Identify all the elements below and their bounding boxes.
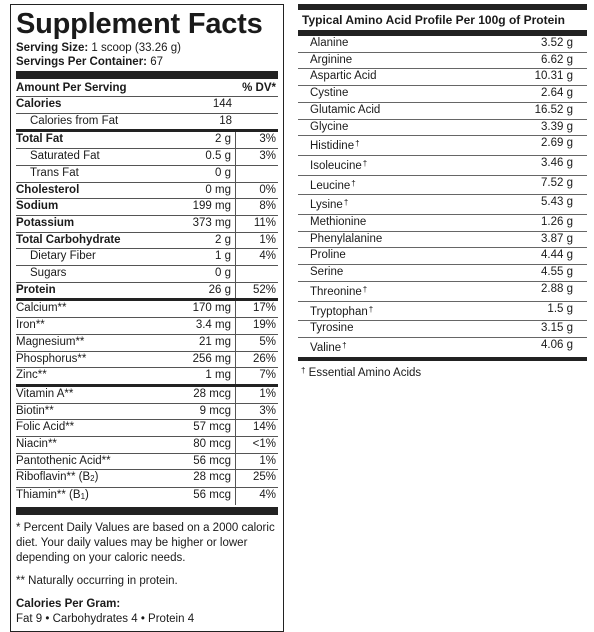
nutrient-dv: 19% xyxy=(235,318,278,334)
nutrient-amount: 80 mcg xyxy=(193,438,231,451)
amino-name-text: Threonine xyxy=(310,285,362,298)
nutrient-dv xyxy=(235,166,278,182)
nutrient-row xyxy=(16,232,278,249)
nutrient-label-text: Magnesium** xyxy=(16,335,85,348)
servings-value: 67 xyxy=(150,56,164,68)
amino-name xyxy=(298,265,483,281)
amino-name-text: Phenylalanine xyxy=(310,232,383,245)
amino-acid-panel xyxy=(298,4,587,381)
dagger-symbol: † xyxy=(355,139,360,149)
dagger-symbol: † xyxy=(368,304,374,314)
dagger-symbol: † xyxy=(342,340,347,350)
amino-value: 4.55 g xyxy=(541,266,573,279)
servings-per-container xyxy=(16,55,278,69)
nutrient-amount: 199 mg xyxy=(192,200,231,213)
amino-value: 4.06 g xyxy=(541,338,573,351)
amino-name xyxy=(298,53,483,69)
amino-table xyxy=(298,36,587,357)
amino-value: 2.64 g xyxy=(541,87,573,100)
nutrient-row xyxy=(16,248,278,265)
amino-name-text: Tryptophan xyxy=(310,305,368,318)
amino-name xyxy=(298,321,483,337)
thick-divider xyxy=(298,357,587,361)
calories-row xyxy=(16,96,278,113)
nutrient-label-text: Cholesterol xyxy=(16,183,80,196)
nutrient-amount: 28 mcg xyxy=(193,387,231,400)
nutrient-label-text: Potassium xyxy=(16,216,75,229)
thick-divider xyxy=(16,71,278,79)
amino-row xyxy=(298,320,587,337)
nutrient-dv: 0% xyxy=(235,183,278,199)
nutrient-row xyxy=(16,282,278,299)
nutrient-row xyxy=(16,317,278,334)
thick-divider xyxy=(16,507,278,515)
amino-value: 1.26 g xyxy=(541,216,573,229)
amino-name xyxy=(298,302,483,321)
footnote-dv: * Percent Daily Values are based on a 2000 caloric diet. Your daily values may be higher or lower depending on your caloric needs. xyxy=(16,521,275,564)
amino-row xyxy=(298,214,587,231)
nutrient-label xyxy=(16,368,155,384)
panel-title: Supplement Facts xyxy=(16,8,263,40)
amino-note-text: Essential Amino Acids xyxy=(308,366,422,379)
nutrient-subscript: 1 xyxy=(80,492,86,502)
amino-row xyxy=(298,301,587,321)
nutrient-dv: 26% xyxy=(235,352,278,368)
amino-row xyxy=(298,194,587,214)
amino-name-text: Leucine xyxy=(310,179,351,192)
nutrient-label xyxy=(16,266,155,282)
nutrient-row xyxy=(16,453,278,470)
nutrient-dv: 8% xyxy=(235,199,278,215)
amino-name xyxy=(298,69,483,85)
nutrient-label-text: Iron** xyxy=(16,319,45,332)
nutrient-label-text: Saturated Fat xyxy=(30,150,100,163)
amino-name xyxy=(298,248,483,264)
amino-name-text: Valine xyxy=(310,341,342,354)
amino-value: 3.52 g xyxy=(541,37,573,49)
amino-value: 2.88 g xyxy=(541,282,573,295)
table-header xyxy=(16,80,278,96)
servings-label: Servings Per Container: xyxy=(16,56,148,68)
amino-name xyxy=(298,232,483,248)
amino-value: 6.62 g xyxy=(541,53,573,66)
nutrient-label-text: Biotin** xyxy=(16,404,54,417)
header-amount: Amount Per Serving xyxy=(16,82,127,94)
nutrient-row xyxy=(16,148,278,165)
amino-row xyxy=(298,337,587,357)
nutrient-group-minerals xyxy=(16,298,278,384)
nutrient-amount: 373 mg xyxy=(192,216,231,229)
nutrient-row xyxy=(16,198,278,215)
nutrient-label xyxy=(16,404,155,420)
amino-name-text: Proline xyxy=(310,249,346,262)
amino-name xyxy=(298,136,483,155)
nutrient-dv: 3% xyxy=(235,132,278,148)
nutrient-label xyxy=(16,183,155,199)
amino-name-text: Serine xyxy=(310,266,344,279)
nutrient-row xyxy=(16,384,278,403)
nutrient-row xyxy=(16,469,278,487)
nutrient-dv: 3% xyxy=(235,404,278,420)
amino-row xyxy=(298,247,587,264)
amino-row xyxy=(298,264,587,281)
dagger-symbol: † xyxy=(343,198,349,208)
nutrient-label xyxy=(16,437,155,453)
nutrient-label xyxy=(16,216,155,232)
amino-name-text: Glycine xyxy=(310,120,349,133)
nutrient-subscript: 2 xyxy=(90,474,95,484)
amino-value: 5.43 g xyxy=(541,196,573,209)
nutrient-row xyxy=(16,265,278,282)
nutrient-label-text: Sugars xyxy=(30,267,67,280)
nutrient-label-suffix: ) xyxy=(85,489,89,502)
nutrient-label-text: Total Fat xyxy=(16,133,64,146)
amino-name xyxy=(298,215,483,231)
nutrient-amount: 0.5 g xyxy=(205,150,231,163)
header-dv: % DV* xyxy=(242,82,276,94)
nutrient-amount: 56 mcg xyxy=(193,454,231,467)
nutrient-row xyxy=(16,165,278,182)
amino-value: 10.31 g xyxy=(534,70,573,83)
calories-amount: 144 xyxy=(212,98,232,110)
footnote-natural: ** Naturally occurring in protein. xyxy=(16,574,178,587)
nutrient-dv: 1% xyxy=(235,454,278,470)
nutrient-amount: 2 g xyxy=(215,133,231,146)
serving-size-value: 1 scoop (33.26 g) xyxy=(91,42,181,54)
amino-value: 2.69 g xyxy=(541,137,573,150)
nutrient-dv: 17% xyxy=(235,301,278,317)
amino-value: 3.39 g xyxy=(541,120,573,133)
nutrient-dv: <1% xyxy=(235,437,278,453)
nutrient-label xyxy=(16,420,155,436)
nutrient-amount: 21 mg xyxy=(199,335,231,348)
amino-name xyxy=(298,103,483,119)
nutrient-dv xyxy=(235,266,278,282)
nutrient-label xyxy=(16,149,155,165)
amino-value: 7.52 g xyxy=(541,176,573,189)
nutrient-label xyxy=(16,199,155,215)
amino-note xyxy=(298,363,587,381)
nutrient-label xyxy=(16,132,155,148)
amino-name xyxy=(298,36,483,52)
amino-row xyxy=(298,231,587,248)
amino-name xyxy=(298,282,483,301)
amino-name xyxy=(298,338,483,357)
amino-name-text: Lysine xyxy=(310,199,343,212)
nutrient-label-text: Niacin** xyxy=(16,438,57,451)
nutrient-dv: 5% xyxy=(235,335,278,351)
nutrient-amount: 256 mg xyxy=(192,352,231,365)
amino-name xyxy=(298,86,483,102)
dagger-symbol: † xyxy=(351,178,356,188)
amino-row xyxy=(298,281,587,301)
amino-name-text: Alanine xyxy=(310,37,349,49)
nutrient-label xyxy=(16,454,155,470)
amino-row xyxy=(298,135,587,155)
nutrient-dv: 1% xyxy=(235,387,278,403)
nutrient-amount: 0 mg xyxy=(205,183,231,196)
nutrient-row xyxy=(16,367,278,384)
nutrient-label-text: Sodium xyxy=(16,200,59,213)
nutrient-label-text: Phosphorus** xyxy=(16,352,87,365)
amino-title: Typical Amino Acid Profile Per 100g of Protein xyxy=(302,13,565,27)
nutrient-label xyxy=(16,318,155,334)
amino-value: 16.52 g xyxy=(534,103,573,116)
nutrient-label-text: Riboflavin** (B xyxy=(16,471,91,484)
serving-size-label: Serving Size: xyxy=(16,42,89,54)
nutrient-label-text: Trans Fat xyxy=(30,166,79,179)
nutrient-dv: 4% xyxy=(235,488,278,505)
nutrient-group-vitamins xyxy=(16,384,278,505)
nutrient-amount: 26 g xyxy=(208,283,231,296)
nutrient-label-text: Dietary Fiber xyxy=(30,250,96,263)
nutrient-amount: 56 mcg xyxy=(193,489,231,502)
nutrient-row xyxy=(16,436,278,453)
nutrient-row xyxy=(16,298,278,317)
amino-value: 1.5 g xyxy=(547,302,573,315)
nutrient-label xyxy=(16,233,155,249)
calories-fat-amount: 18 xyxy=(219,114,232,127)
amino-row xyxy=(298,155,587,175)
nutrient-label xyxy=(16,301,155,317)
nutrient-dv: 25% xyxy=(235,470,278,487)
nutrient-label xyxy=(16,283,155,299)
nutrient-dv: 7% xyxy=(235,368,278,384)
amino-name-text: Arginine xyxy=(310,53,353,66)
cal-per-gram-label: Calories Per Gram: xyxy=(16,597,121,610)
dagger-symbol: † xyxy=(362,284,368,294)
amino-name-text: Cystine xyxy=(310,87,349,100)
nutrient-row xyxy=(16,334,278,351)
nutrient-amount: 1 mg xyxy=(205,369,231,382)
nutrient-label xyxy=(16,470,155,487)
amino-row xyxy=(298,102,587,119)
calories-label: Calories xyxy=(16,98,62,110)
amino-name xyxy=(298,176,483,195)
amino-name-text: Histidine xyxy=(310,140,355,153)
nutrient-row xyxy=(16,129,278,148)
amino-name-text: Tyrosine xyxy=(310,322,354,335)
nutrient-label xyxy=(16,352,155,368)
amino-name xyxy=(298,195,483,214)
amino-name-text: Aspartic Acid xyxy=(310,70,377,83)
nutrient-amount: 2 g xyxy=(215,233,231,246)
nutrient-group-macros xyxy=(16,129,278,298)
nutrient-dv: 52% xyxy=(235,283,278,299)
amino-row xyxy=(298,85,587,102)
nutrient-label-text: Pantothenic Acid** xyxy=(16,454,111,467)
dagger-symbol: † xyxy=(362,158,368,168)
amino-row xyxy=(298,36,587,52)
amino-value: 3.15 g xyxy=(541,322,573,335)
amino-value: 3.46 g xyxy=(541,156,573,169)
amino-row xyxy=(298,119,587,136)
nutrient-amount: 3.4 mg xyxy=(195,319,231,332)
nutrient-label-text: Zinc** xyxy=(16,369,47,382)
amino-value: 3.87 g xyxy=(541,232,573,245)
nutrient-label-text: Total Carbohydrate xyxy=(16,233,121,246)
serving-size xyxy=(16,41,278,55)
nutrient-label xyxy=(16,166,155,182)
amino-value: 4.44 g xyxy=(541,249,573,262)
amino-name-text: Methionine xyxy=(310,216,367,229)
nutrient-amount: 1 g xyxy=(215,250,231,263)
nutrient-amount: 9 mcg xyxy=(199,404,231,417)
nutrient-amount: 57 mcg xyxy=(193,421,231,434)
nutrient-label-text: Folic Acid** xyxy=(16,421,75,434)
nutrient-dv: 4% xyxy=(235,249,278,265)
nutrient-label-text: Protein xyxy=(16,283,56,296)
nutrient-label xyxy=(16,249,155,265)
nutrient-label-suffix: ) xyxy=(94,471,99,484)
nutrient-dv: 14% xyxy=(235,420,278,436)
nutrient-label xyxy=(16,335,155,351)
nutrient-dv: 11% xyxy=(235,216,278,232)
nutrient-amount: 28 mcg xyxy=(193,471,231,484)
nutrient-row xyxy=(16,351,278,368)
nutrient-amount: 0 g xyxy=(215,267,231,280)
nutrient-row xyxy=(16,403,278,420)
nutrient-label-text: Thiamin** (B xyxy=(16,489,81,502)
nutrient-amount: 170 mg xyxy=(192,302,231,315)
calories-fat-row xyxy=(16,113,278,130)
amino-name xyxy=(298,156,483,175)
amino-name-text: Isoleucine xyxy=(310,159,362,172)
nutrient-row xyxy=(16,419,278,436)
nutrient-dv: 1% xyxy=(235,233,278,249)
amino-row xyxy=(298,68,587,85)
nutrient-row xyxy=(16,487,278,505)
nutrient-label-text: Calcium** xyxy=(16,302,67,315)
amino-row xyxy=(298,175,587,195)
nutrient-label xyxy=(16,488,155,505)
nutrient-row xyxy=(16,215,278,232)
calories-fat-label: Calories from Fat xyxy=(30,114,119,127)
supplement-facts-panel xyxy=(10,4,284,632)
nutrient-row xyxy=(16,182,278,199)
amino-row xyxy=(298,52,587,69)
cal-per-gram: Fat 9 • Carbohydrates 4 • Protein 4 xyxy=(16,612,195,625)
nutrient-label xyxy=(16,387,155,403)
nutrient-dv: 3% xyxy=(235,149,278,165)
nutrient-amount: 0 g xyxy=(215,166,231,179)
nutrient-label-text: Vitamin A** xyxy=(16,387,74,400)
dagger-symbol: † xyxy=(301,365,306,375)
amino-name xyxy=(298,120,483,136)
amino-name-text: Glutamic Acid xyxy=(310,103,381,116)
